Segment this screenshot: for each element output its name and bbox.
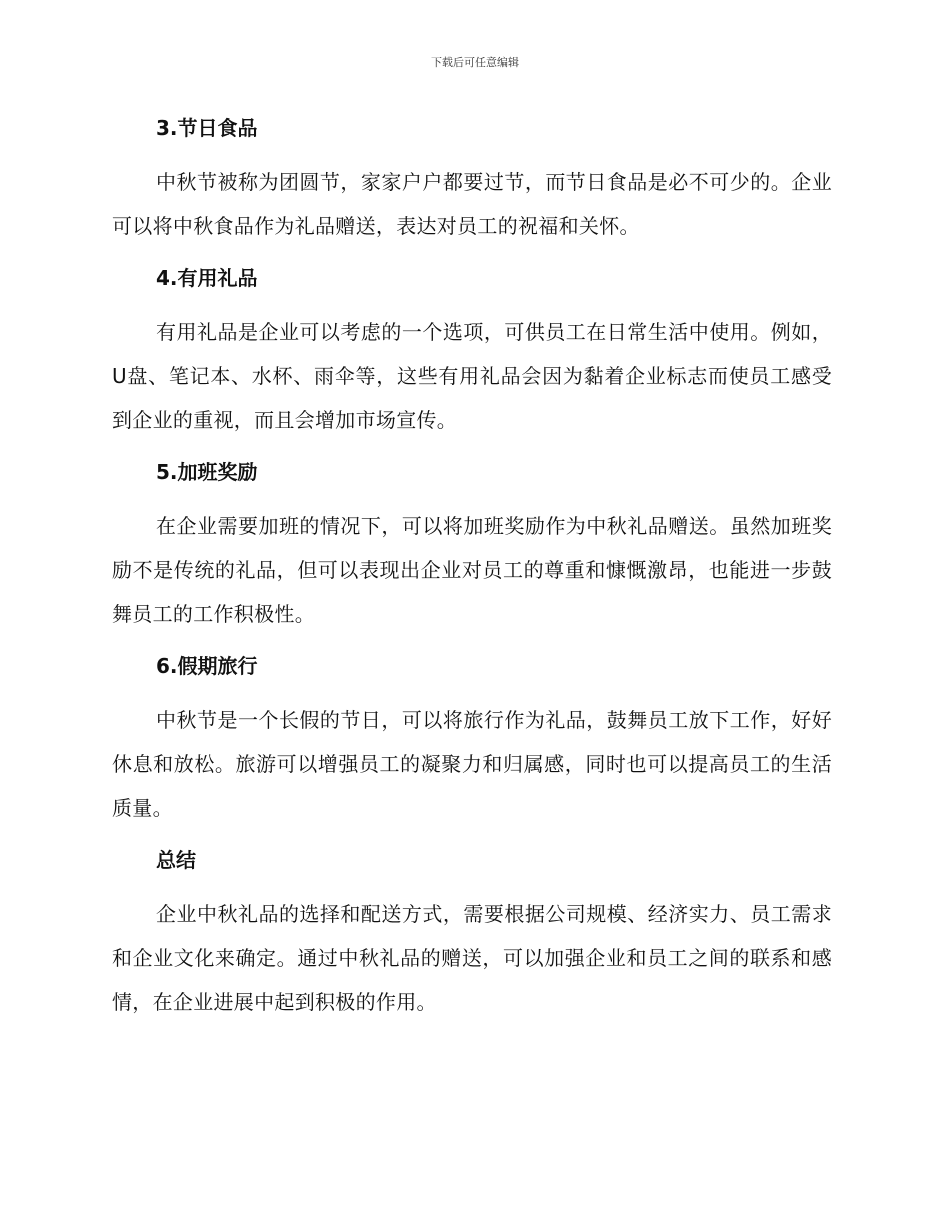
section <box>112 456 832 636</box>
section <box>112 650 832 830</box>
section-heading: 3.节日食品 <box>156 116 258 140</box>
section <box>112 112 832 248</box>
section <box>112 844 832 1024</box>
section <box>112 262 832 442</box>
section-paragraph: 有用礼品是企业可以考虑的一个选项，可供员工在日常生活中使用。例如，U盘、笔记本、水杯、雨伞等，这些有用礼品会因为黏着企业标志而使员工感受到企业的重视，而且会增加市场宣传。 <box>112 320 832 432</box>
header-note: 下载后可任意编辑 <box>431 56 519 69</box>
section-paragraph: 在企业需要加班的情况下，可以将加班奖励作为中秋礼品赠送。虽然加班奖励不是传统的礼品，但可以表现出企业对员工的尊重和慷慨激昂，也能进一步鼓舞员工的工作积极性。 <box>112 514 832 626</box>
section-heading: 6.假期旅行 <box>156 654 258 678</box>
section-paragraph: 中秋节被称为团圆节，家家户户都要过节，而节日食品是必不可少的。企业可以将中秋食品作为礼品赠送，表达对员工的祝福和关怀。 <box>112 170 832 238</box>
section-heading: 5.加班奖励 <box>156 460 258 484</box>
document-content <box>112 112 832 1038</box>
section-paragraph: 企业中秋礼品的选择和配送方式，需要根据公司规模、经济实力、员工需求和企业文化来确定。通过中秋礼品的赠送，可以加强企业和员工之间的联系和感情，在企业进展中起到积极的作用。 <box>112 902 832 1014</box>
section-heading: 总结 <box>156 848 196 872</box>
section-paragraph: 中秋节是一个长假的节日，可以将旅行作为礼品，鼓舞员工放下工作，好好休息和放松。旅游可以增强员工的凝聚力和归属感，同时也可以提高员工的生活质量。 <box>112 708 832 820</box>
section-heading: 4.有用礼品 <box>156 266 258 290</box>
